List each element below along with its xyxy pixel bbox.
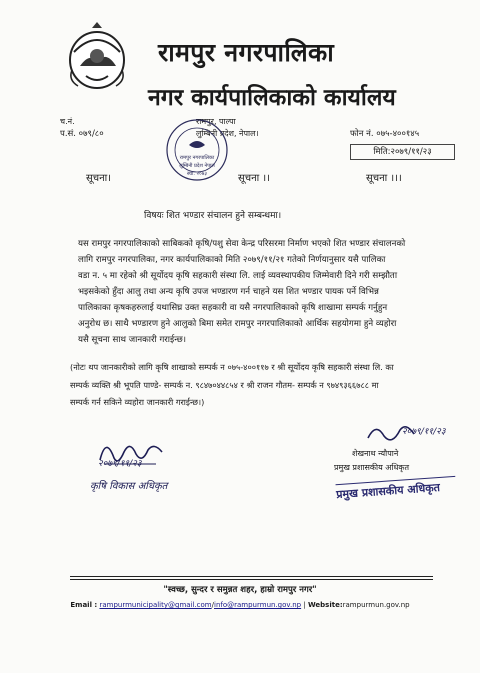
officer-name: शेखनाथ न्यौपाने bbox=[352, 449, 399, 458]
body-line: यस रामपुर नगरपालिकाको साबिकको कृषि/पशु सेवा केन्द्र परिसरमा निर्माण भएको शित भण्डार संचालनको bbox=[78, 239, 406, 249]
notice-3: सूचना ।।। bbox=[366, 173, 402, 184]
office-stamp-icon bbox=[164, 117, 230, 183]
officer-title: प्रमुख प्रशासकीय अधिकृत bbox=[334, 463, 410, 472]
address-province: लुम्बिनी प्रदेश, नेपाल। bbox=[196, 129, 259, 138]
body-line: अनुरोध छ। साथै भण्डारण हुने आलुको बिमा समेत रामपुर नगरपालिकाको आर्थिक सहयोगमा हुने व्यहोरा bbox=[78, 319, 397, 329]
footer-divider-2 bbox=[70, 579, 433, 580]
body-line: भइसकेको हुँदा आलु तथा अन्य कृषि उपज भण्डारण गर्न चाहने यस शित भण्डार पायक पर्ने विभिन्न bbox=[78, 287, 379, 297]
email-link-1[interactable]: rampurmunicipality@gmail.com bbox=[99, 601, 212, 609]
body-line: पालिकाका कृषकहरुलाई यथासिघ्र उक्त सहकारी वा यसै नगरपालिकाको कृषि शाखामा सम्पर्क गर्नुहुन bbox=[78, 303, 388, 313]
notice-2: सूचना ।। bbox=[238, 173, 271, 184]
nepal-emblem-icon bbox=[66, 22, 128, 92]
phone-number: फोन नं. ०७५-४००१४५ bbox=[350, 129, 420, 139]
right-signature-date: २०७९/११/२३ bbox=[402, 427, 446, 437]
note-line: सम्पर्क गर्न सकिने व्यहोरा जानकारी गराईन्छ।) bbox=[70, 397, 205, 407]
note-line: सम्पर्क व्यक्ति श्री भूपति पाण्डे- सम्पर्क न. ९८४७०४४८५४ र श्री राजन गौतम- सम्पर्क न ९७४९३६६७८८ मा bbox=[70, 379, 379, 390]
ch-no-label: च.नं. bbox=[60, 117, 75, 126]
stamp-line-1: रामपुर नगरपालिका bbox=[179, 155, 215, 161]
email-link-2[interactable]: info@rampurmun.gov.np bbox=[214, 601, 302, 609]
subject-line: विषयः शित भण्डार संचालन हुने सम्बन्धमा। bbox=[144, 211, 282, 221]
body-line: यसै सूचना साथ जानकारी गराईन्छ। bbox=[78, 335, 186, 345]
address-line: रामपुर, पाल्पा bbox=[196, 117, 236, 126]
website-link[interactable]: rampurmun.gov.np bbox=[342, 601, 410, 609]
notice-1: सूचना। bbox=[86, 173, 112, 184]
date-box: मिति:२०७९/११/२३ bbox=[350, 144, 455, 160]
contact-separator: | bbox=[303, 601, 306, 609]
email-label: Email : bbox=[70, 601, 98, 609]
note-paragraph bbox=[70, 359, 442, 412]
email-separator: / bbox=[211, 601, 214, 609]
footer-contact bbox=[0, 601, 480, 609]
body-line: लागि रामपुर नगरपालिका, नगर कार्यपालिकाको मिति २०७९/११/२१ गतेको निर्णयानुसार यसै पालिका bbox=[78, 255, 386, 265]
footer-slogan: "स्वच्छ, सुन्दर र समुन्नत शहर, हाम्रो रामपुर नगर" bbox=[163, 585, 317, 595]
left-signature-title: कृषि विकास अधिकृत bbox=[90, 481, 168, 492]
note-line: (नोटः थप जानकारीको लागि कृषि शाखाको सम्पर्क न ०७५-४००११७ र श्री सूर्योदय कृषि सहकारी संस्था लि. का bbox=[70, 362, 394, 372]
reference-number: प.सं. ०७९/८० bbox=[60, 129, 104, 139]
stamp-line-2: लुम्बिनी प्रदेश नेपाल bbox=[179, 163, 215, 169]
stamp-line-3: स्था. २०७३ bbox=[187, 171, 207, 177]
left-signature-date: २०७९/११/२३ bbox=[98, 459, 142, 469]
body-paragraph bbox=[78, 236, 446, 348]
municipality-title: रामपुर नगरपालिका bbox=[158, 38, 335, 67]
office-subtitle: नगर कार्यपालिकाको कार्यालय bbox=[148, 85, 396, 111]
footer-divider bbox=[70, 576, 433, 577]
body-line: वडा न. ५ मा रहेको श्री सूर्योदय कृषि सहकारी संस्था लि. लाई व्यवस्थापकीय जिम्मेवारी दिने गरी सम्झौता bbox=[78, 271, 398, 281]
officer-stamp: प्रमुख प्रशासकीय अधिकृत bbox=[336, 476, 457, 502]
website-label: Website: bbox=[307, 601, 343, 609]
